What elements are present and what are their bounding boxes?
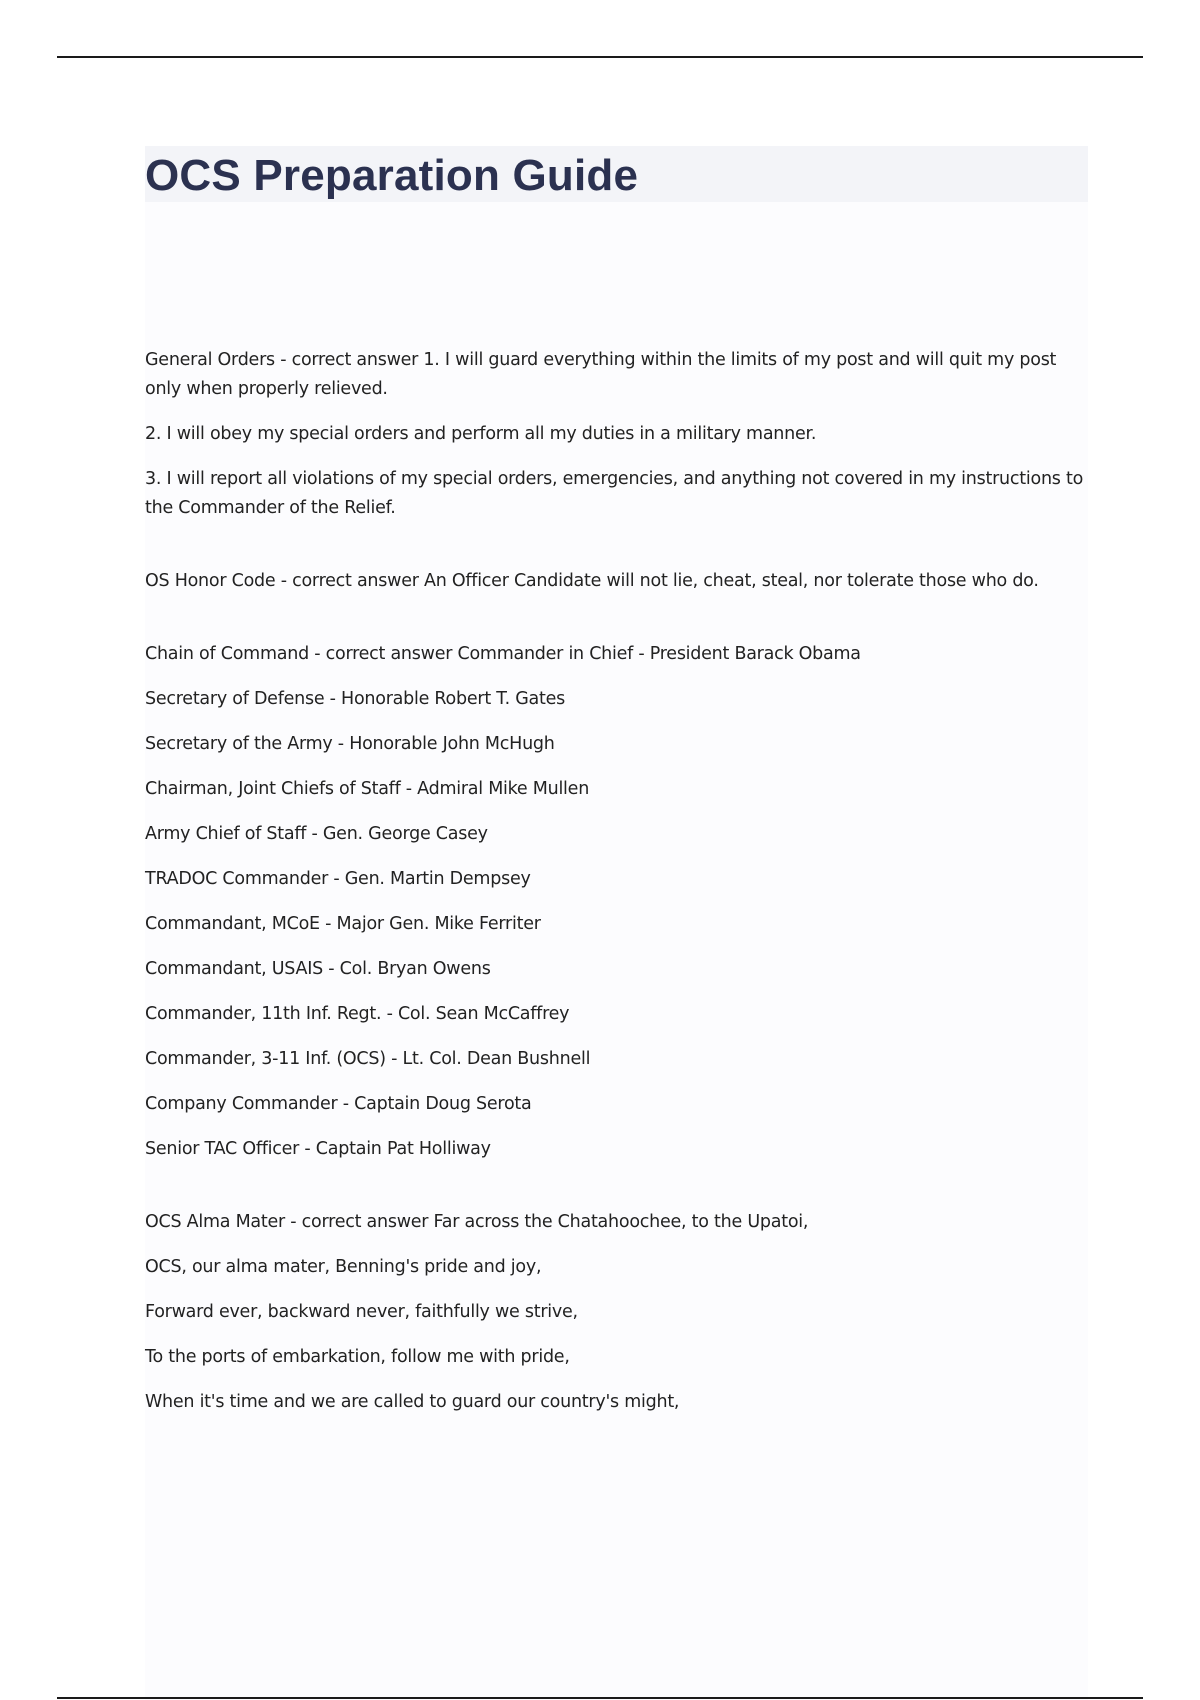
chain-of-command-line: Commander, 11th Inf. Regt. - Col. Sean McCaffrey [145,1004,570,1024]
title-banner [145,146,1088,202]
chain-of-command-line: Chain of Command - correct answer Commander in Chief - President Barack Obama [145,644,861,664]
alma-mater-line: To the ports of embarkation, follow me with pride, [145,1347,570,1367]
bottom-rule [57,1697,1143,1699]
chain-of-command-line: Senior TAC Officer - Captain Pat Holliway [145,1139,491,1159]
alma-mater-line: OCS Alma Mater - correct answer Far across the Chatahoochee, to the Upatoi, [145,1212,809,1232]
chain-of-command-line: Chairman, Joint Chiefs of Staff - Admiral Mike Mullen [145,779,590,799]
chain-of-command-line: Secretary of the Army - Honorable John McHugh [145,734,555,754]
document-body [145,202,1088,1417]
chain-of-command-line: Secretary of Defense - Honorable Robert T. Gates [145,689,566,709]
alma-mater-line: OCS, our alma mater, Benning's pride and joy, [145,1257,542,1277]
chain-of-command-line: Company Commander - Captain Doug Serota [145,1094,532,1114]
chain-of-command-line: TRADOC Commander - Gen. Martin Dempsey [145,869,531,889]
general-orders-line: General Orders - correct answer 1. I will guard everything within the limits of my post and will quit my post only when properly relieved. [145,350,1057,399]
top-rule [57,56,1143,58]
general-orders-line: 2. I will obey my special orders and perform all my duties in a military manner. [145,424,817,444]
chain-of-command-line: Commandant, USAIS - Col. Bryan Owens [145,959,491,979]
chain-of-command-line: Commander, 3-11 Inf. (OCS) - Lt. Col. Dean Bushnell [145,1049,591,1069]
section-alma-mater [145,1208,1088,1417]
honor-code-line: OS Honor Code - correct answer An Officer Candidate will not lie, cheat, steal, nor tolerate those who do. [145,571,1039,591]
chain-of-command-line: Commandant, MCoE - Major Gen. Mike Ferriter [145,914,541,934]
general-orders-line: 3. I will report all violations of my special orders, emergencies, and anything not covered in my instructions to the Commander of the Relief. [145,469,1084,518]
section-general-orders [145,346,1088,523]
alma-mater-line: When it's time and we are called to guard our country's might, [145,1392,680,1412]
page-content [145,146,1088,1700]
section-honor-code [145,567,1088,596]
chain-of-command-line: Army Chief of Staff - Gen. George Casey [145,824,488,844]
alma-mater-line: Forward ever, backward never, faithfully we strive, [145,1302,578,1322]
page-title: OCS Preparation Guide [145,151,639,200]
section-chain-of-command [145,640,1088,1164]
